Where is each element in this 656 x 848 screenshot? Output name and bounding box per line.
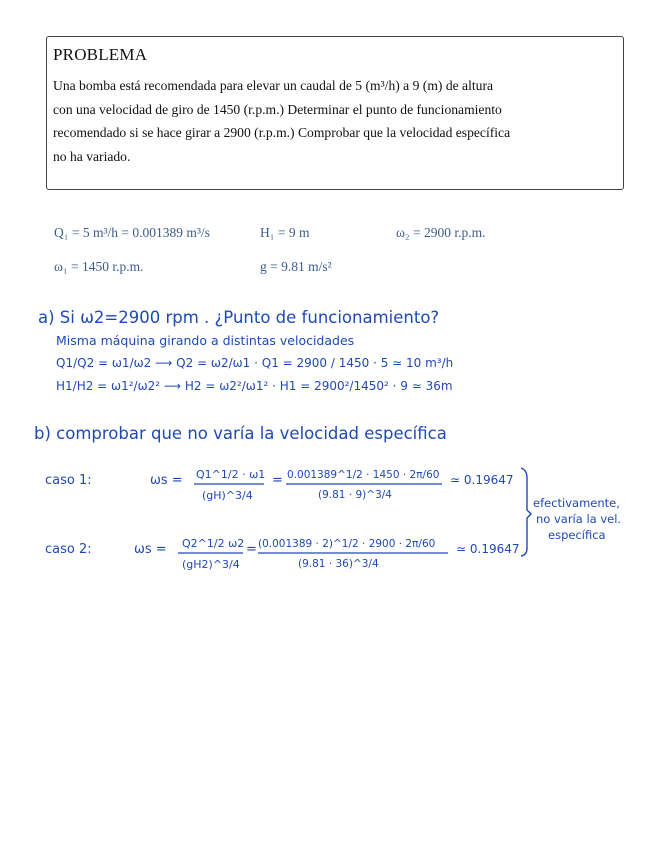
case1-lhs: ωs = (150, 473, 183, 488)
given-w1: ω₁ = 1450 r.p.m. (54, 259, 144, 274)
given-g: g = 9.81 m/s² (260, 259, 332, 274)
conclusion-line2: no varía la vel. (536, 512, 622, 526)
case1-numerator-values: 0.001389^1/2 · 1450 · 2π/60 (287, 469, 440, 481)
problem-line: no ha variado. (53, 148, 131, 164)
case1-label: caso 1: (45, 473, 92, 488)
given-q1: Q₁ = 5 m³/h = 0.001389 m³/s (54, 225, 210, 240)
part-b-heading: b) comprobar que no varía la velocidad específica (34, 424, 447, 443)
case2-result: ≃ 0.19647 (456, 542, 520, 556)
right-brace (521, 468, 531, 556)
problem-title: PROBLEMA (53, 45, 148, 64)
case1-result: ≃ 0.19647 (450, 473, 514, 487)
given-w2: ω₂ = 2900 r.p.m. (396, 225, 486, 240)
case2-numerator-values: (0.001389 · 2)^1/2 · 2900 · 2π/60 (258, 538, 436, 550)
case1-denominator-values: (9.81 · 9)^3/4 (318, 489, 392, 501)
case2-lhs: ωs = (134, 542, 167, 557)
conclusion-line3: específica (548, 528, 606, 542)
problem-line: Una bomba está recomendada para elevar un caudal de 5 (m³/h) a 9 (m) de altura (53, 78, 494, 93)
case2-label: caso 2: (45, 542, 92, 557)
part-a-line3: H1/H2 = ω1²/ω2² ⟶ H2 = ω2²/ω1² · H1 = 2900²/1450² · 9 ≃ 36m (56, 379, 453, 393)
part-a-line1: Misma máquina girando a distintas velocidades (56, 333, 355, 348)
case1-equals: = (272, 473, 283, 488)
problem-line: con una velocidad de giro de 1450 (r.p.m.) Determinar el punto de funcionamiento (53, 101, 502, 117)
part-a-line2: Q1/Q2 = ω1/ω2 ⟶ Q2 = ω2/ω1 · Q1 = 2900 / 1450 · 5 ≃ 10 m³/h (56, 356, 454, 370)
case2-denominator-values: (9.81 · 36)^3/4 (298, 558, 379, 570)
case1-numerator: Q1^1/2 · ω1 (196, 468, 266, 481)
case2-equals: = (246, 542, 257, 557)
case2-denominator: (gH2)^3/4 (182, 558, 240, 571)
given-h1: H₁ = 9 m (260, 225, 310, 240)
conclusion-line1: efectivamente, (533, 496, 620, 510)
part-a-heading: a) Si ω2=2900 rpm . ¿Punto de funcionamiento? (38, 308, 440, 327)
problem-line: recomendado si se hace girar a 2900 (r.p.m.) Comprobar que la velocidad específica (53, 125, 511, 140)
case2-numerator: Q2^1/2 ω2 (182, 537, 245, 550)
case1-denominator: (gH)^3/4 (202, 489, 253, 502)
